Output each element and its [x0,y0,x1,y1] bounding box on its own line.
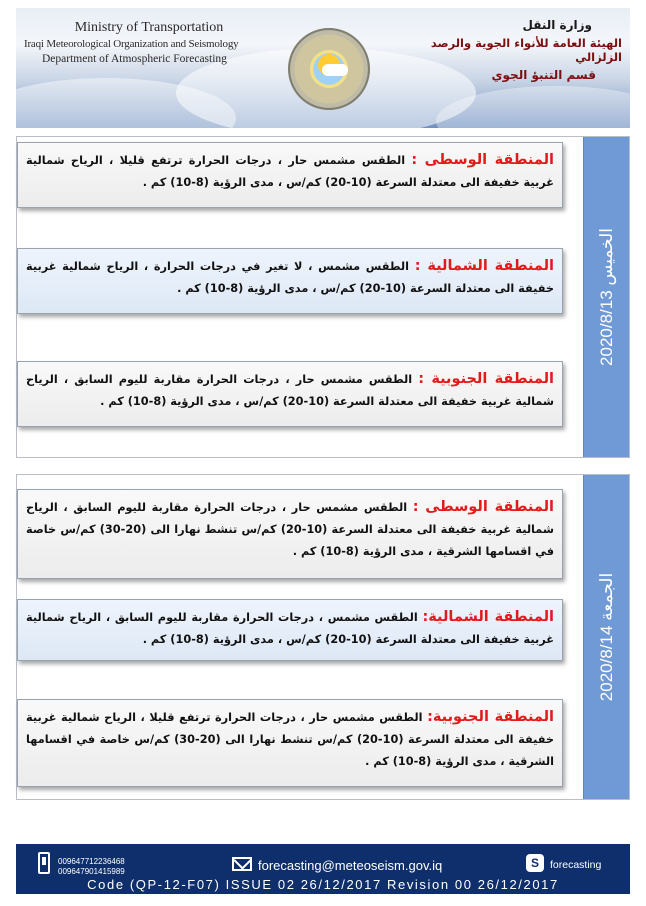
meteorology-logo-icon [288,28,370,110]
region-label: المنطقة الجنوبية: [427,709,554,725]
department-name-ar: قسم التنبؤ الجوي [491,68,596,82]
skype-icon: S [526,854,544,872]
phone-numbers [58,857,125,877]
report-text: الطقس مشمس حار ، درجات الحرارة ترتفع قليلا ، الرياح شمالية غربية خفيفة الى معتدلة السرعة (10-20) كم/س تنشط نهارا الى (20-30) كم/س خاصة في اقسامها الشرقية ، مدى الرؤية (8-10) كم . [26,711,554,768]
mail-icon [232,857,252,871]
page-header [16,8,630,128]
report-text: الطقس مشمس حار ، درجات الحرارة ترتفع قليلا ، الرياح شمالية غربية خفيفة الى معتدلة السرعة (10-20) كم/س ، مدى الرؤية (8-10) كم . [26,154,554,189]
organization-name-en: Iraqi Meteorological Organization and Seismology [24,38,239,50]
forecast-date: الجمعة 2020/8/14 [596,572,616,702]
phone-icon [38,852,50,874]
forecast-day-1 [16,136,630,458]
region-label: المنطقة الوسطى : [412,499,554,515]
report-card-north [17,248,563,314]
forecast-day-2 [16,474,630,800]
skype-handle: forecasting [550,859,602,871]
phone-number: 009647712236468 [58,857,125,866]
forecast-date: الخميس 2020/8/13 [596,228,616,366]
email-address: forecasting@meteoseism.gov.iq [258,858,443,873]
organization-name-ar: الهيئة العامة للأنواء الجوية والرصد الزلزالي [430,36,622,64]
report-text: الطقس مشمس حار ، درجات الحرارة مقاربة لليوم السابق ، الرياح شمالية غربية خفيفة الى معتدلة السرعة (10-20) كم/س تنشط نهارا الى (20-30) كم/س خاصة في اقسامها الشرقية ، مدى الرؤية (8-10) كم . [26,501,554,558]
report-text: الطقس مشمس ، لا تغير في درجات الحرارة ، الرياح شمالية غربية خفيفة الى معتدلة السرعة (10-20) كم/س ، مدى الرؤية (8-10) كم . [26,260,554,295]
date-tab [583,475,629,799]
region-label: المنطقة الوسطى : [411,152,554,168]
header-arabic-title [412,18,622,82]
report-card-north [17,599,563,661]
cloud-icon [322,64,348,76]
ministry-name-en: Ministry of Transportation [74,20,224,35]
header-english-title [24,20,254,65]
report-card-south [17,361,563,427]
report-card-central [17,142,563,208]
region-label: المنطقة الجنوبية : [418,371,554,387]
report-text: الطقس مشمس ، درجات الحرارة مقاربة لليوم السابق ، الرياح شمالية غربية خفيفة الى معتدلة السرعة (10-20) كم/س ، مدى الرؤية (8-10) كم . [26,611,554,646]
ministry-name-ar: وزارة النقل [522,18,592,32]
department-name-en: Department of Atmospheric Forecasting [42,53,227,65]
region-label: المنطقة الشمالية : [414,258,555,274]
document-code-line: Code (QP-12-F07) ISSUE 02 26/12/2017 Revision 00 26/12/2017 [87,877,559,892]
report-text: الطقس مشمس حار ، درجات الحرارة مقاربة لليوم السابق ، الرياح شمالية غربية خفيفة الى معتدلة السرعة (10-20) كم/س ، مدى الرؤية (8-10) كم . [26,373,554,408]
report-card-south [17,699,563,787]
date-tab [583,137,629,457]
phone-number: 009647901415989 [58,867,125,876]
report-card-central [17,489,563,579]
region-label: المنطقة الشمالية: [422,609,554,625]
page-footer [16,844,630,894]
